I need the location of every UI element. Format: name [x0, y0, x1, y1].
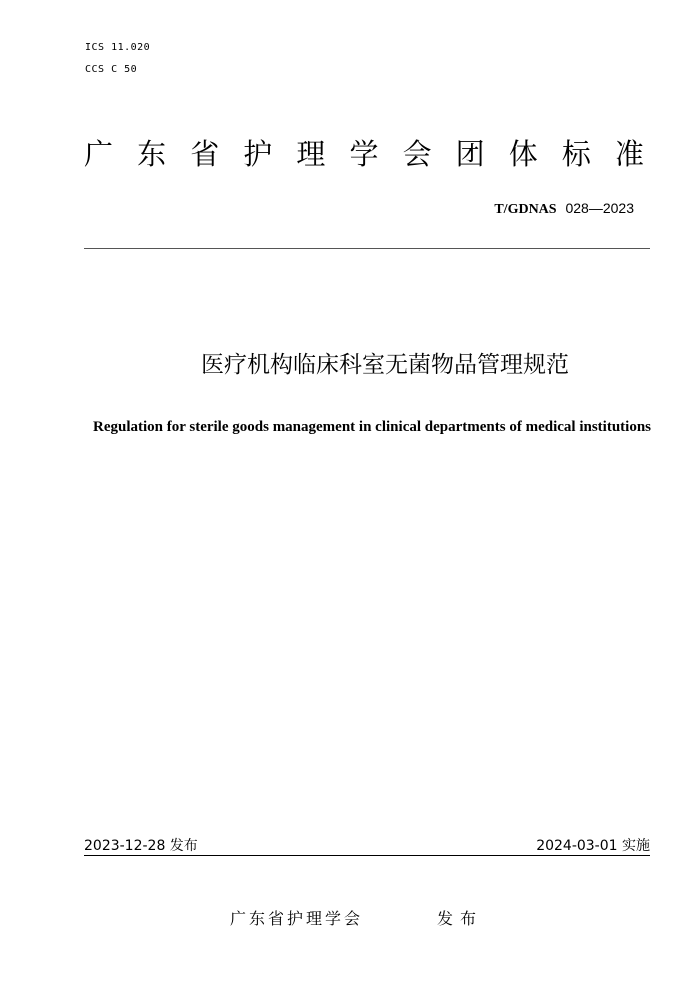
- english-title: Regulation for sterile goods management in clinical departments of medical institutions: [92, 419, 652, 435]
- standard-number: [494, 200, 634, 218]
- org-title-char: 东: [137, 137, 167, 171]
- issue-date: 2023-12-28 发布: [84, 838, 198, 854]
- ccs-code: CCS C 50: [85, 64, 138, 75]
- org-title-char: 学: [349, 137, 379, 171]
- footer-divider: [84, 855, 650, 856]
- org-title-char: 准: [614, 137, 644, 171]
- header-divider: [84, 248, 650, 249]
- organization-standard-title: [84, 134, 644, 174]
- publisher-name: 广东省护理学会: [230, 909, 364, 928]
- org-title-char: 会: [402, 137, 432, 171]
- publish-label: 发布: [437, 909, 484, 928]
- org-title-char: 广: [84, 137, 114, 171]
- org-title-char: 标: [561, 137, 591, 171]
- org-title-char: 省: [190, 137, 220, 171]
- standard-number-prefix: T/GDNAS: [494, 202, 557, 217]
- chinese-title: 医疗机构临床科室无菌物品管理规范: [201, 352, 569, 378]
- ics-code: ICS 11.020: [85, 42, 151, 53]
- standard-number-suffix: 028—2023: [565, 200, 634, 216]
- org-title-char: 护: [243, 137, 273, 171]
- implementation-date: 2024-03-01 实施: [536, 838, 650, 854]
- org-title-char: 团: [455, 137, 485, 171]
- org-title-char: 体: [508, 137, 538, 171]
- org-title-char: 理: [296, 137, 326, 171]
